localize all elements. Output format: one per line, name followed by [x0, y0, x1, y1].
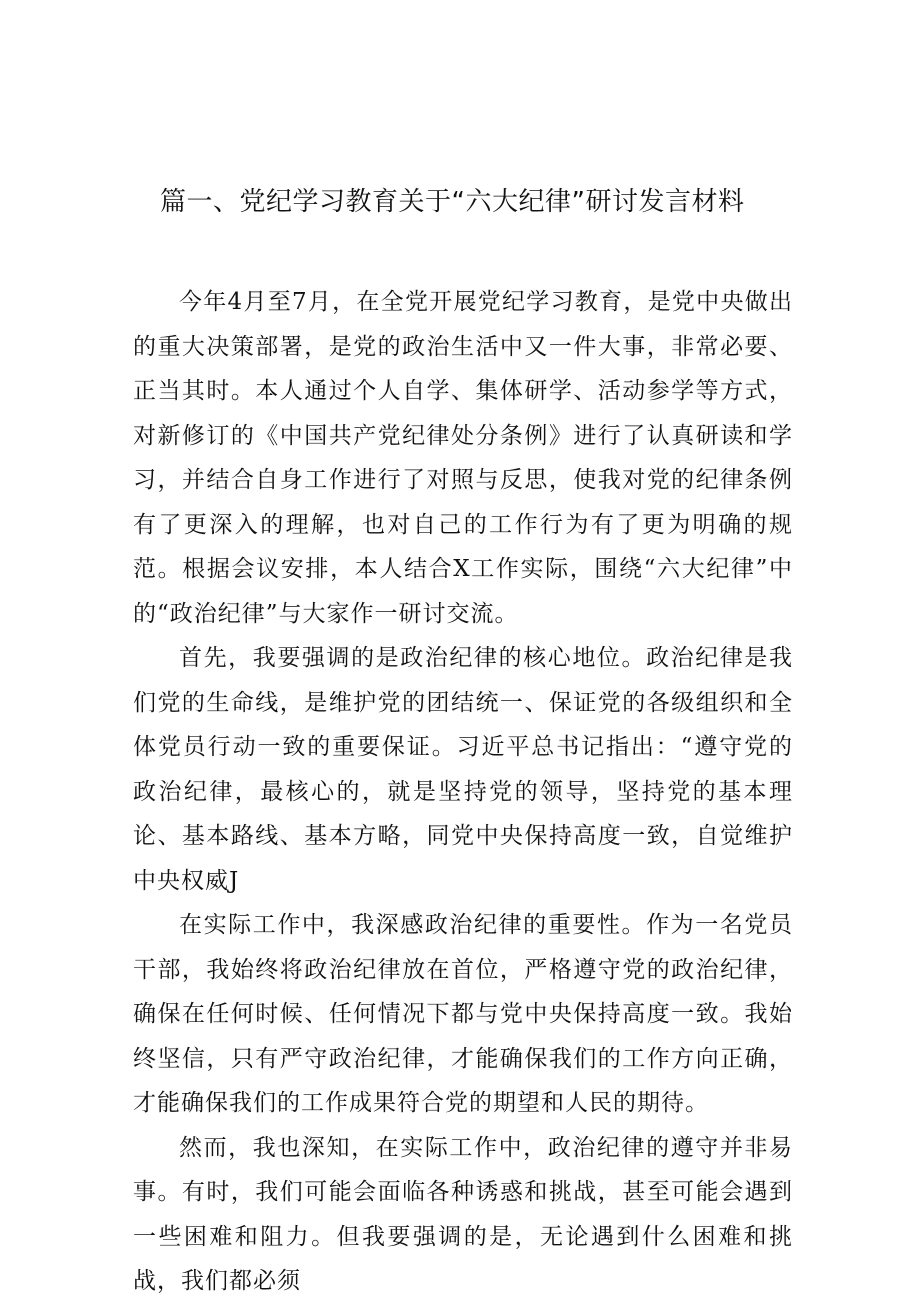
- document-title: 篇一、党纪学习教育关于“六大纪律”研讨发言材料: [160, 187, 745, 217]
- document-body: [133, 280, 793, 1304]
- paragraph-intro: 今年4月至7月，在全党开展党纪学习教育，是党中央做出的重大决策部署，是党的政治生活中又一件大事，非常必要、正当其时。本人通过个人自学、集体研学、活动参学等方式，对新修订的《中国共产党纪律处分条例》进行了认真研读和学习，并结合自身工作进行了对照与反思，使我对党的纪律条例有了更深入的理解，也对自己的工作行为有了更为明确的规范。根据会议安排，本人结合X工作实际，围绕“六大纪律”中的“政治纪律”与大家作一研讨交流。: [133, 289, 793, 627]
- paragraph-challenges: 然而，我也深知，在实际工作中，政治纪律的遵守并非易事。有时，我们可能会面临各种诱惑和挑战，甚至可能会遇到一些困难和阻力。但我要强调的是，无论遇到什么困难和挑战，我们都必须: [133, 1134, 793, 1294]
- paragraph-practical-work: 在实际工作中，我深感政治纪律的重要性。作为一名党员干部，我始终将政治纪律放在首位，严格遵守党的政治纪律，确保在任何时候、任何情况下都与党中央保持高度一致。我始终坚信，只有严守政治纪律，才能确保我们的工作方向正确，才能确保我们的工作成果符合党的期望和人民的期待。: [133, 912, 793, 1116]
- paragraph-political-discipline-core: 首先，我要强调的是政治纪律的核心地位。政治纪律是我们党的生命线，是维护党的团结统一、保证党的各级组织和全体党员行动一致的重要保证。习近平总书记指出：“遵守党的政治纪律，最核心的，就是坚持党的领导，坚持党的基本理论、基本路线、基本方略，同党中央保持高度一致，自觉维护中央权威J: [133, 645, 793, 894]
